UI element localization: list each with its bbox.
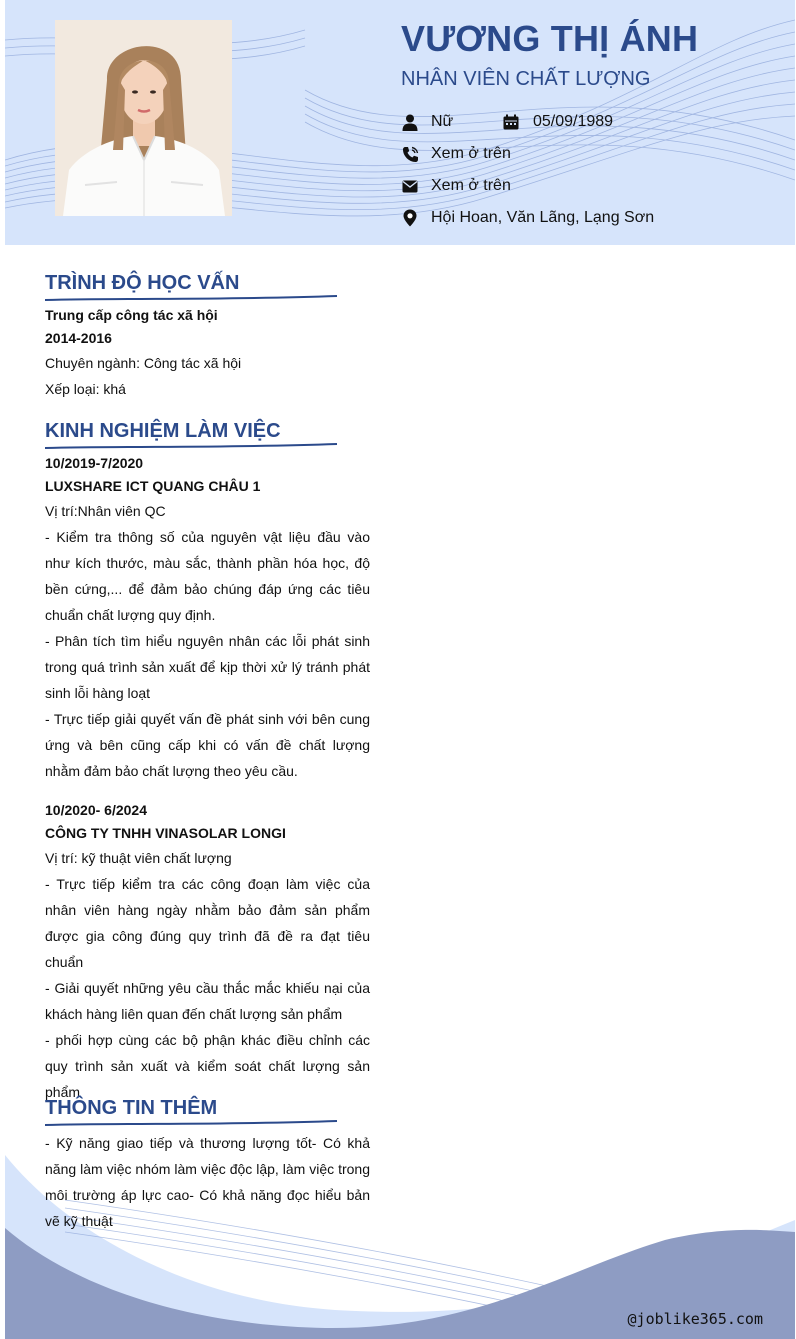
candidate-job-title: NHÂN VIÊN CHẤT LƯỢNG <box>401 68 651 90</box>
experience-heading-underline <box>45 442 340 450</box>
dob-value: 05/09/1989 <box>533 113 614 130</box>
contact-phone <box>401 145 511 163</box>
cv-page <box>5 0 795 1339</box>
address-value: Hội Hoan, Văn Lãng, Lạng Sơn <box>431 209 655 226</box>
additional-heading-underline <box>45 1119 340 1127</box>
additional-heading: THÔNG TIN THÊM <box>45 1097 218 1119</box>
email-value: Xem ở trên <box>431 177 511 194</box>
education-block <box>45 304 370 402</box>
job-position: Vị trí:Nhân viên QC <box>45 503 166 519</box>
envelope-icon <box>401 177 419 195</box>
education-heading: TRÌNH ĐỘ HỌC VẤN <box>45 272 240 294</box>
contact-dob <box>503 113 613 131</box>
contact-gender <box>401 113 453 131</box>
additional-block <box>45 1130 370 1234</box>
phone-value: Xem ở trên <box>431 145 511 162</box>
gender-value: Nữ <box>431 113 454 130</box>
phone-icon <box>401 145 419 163</box>
profile-photo <box>55 20 232 216</box>
cv-header <box>5 0 795 245</box>
job-duty: - Giải quyết những yêu cầu thắc mắc khiếu nại của khách hàng liên quan đến chất lượng sản phẩm <box>45 980 370 1022</box>
job-period: 10/2019-7/2020 <box>45 455 144 471</box>
calendar-icon <box>503 113 521 131</box>
job-duty: - Kiểm tra thông số của nguyên vật liệu đầu vào như kích thước, màu sắc, thành phần hóa học, độ bền cứng,... để đảm bảo chúng đáp ứng các tiêu chuẩn chất lượng quy định. <box>45 529 370 623</box>
education-heading-underline <box>45 294 340 302</box>
job-duty: - Phân tích tìm hiểu nguyên nhân các lỗi phát sinh trong quá trình sản xuất để kịp thời xử lý tránh phát sinh lỗi hàng loạt <box>45 633 370 701</box>
experience-heading: KINH NGHIỆM LÀM VIỆC <box>45 420 281 442</box>
contact-address <box>401 209 654 227</box>
education-grade: Xếp loại: khá <box>45 381 126 397</box>
contact-email <box>401 177 511 195</box>
candidate-name: VƯƠNG THỊ ÁNH <box>401 18 699 59</box>
job-company: LUXSHARE ICT QUANG CHÂU 1 <box>45 478 261 494</box>
experience-job-2 <box>45 799 370 1105</box>
user-icon <box>401 113 419 131</box>
education-school: Trung cấp công tác xã hội <box>45 307 218 323</box>
job-period: 10/2020- 6/2024 <box>45 802 147 818</box>
job-duty: - phối hợp cùng các bộ phận khác điều chỉnh các quy trình sản xuất và kiểm soát chất lượng sản phẩm <box>45 1032 370 1100</box>
education-major: Chuyên ngành: Công tác xã hội <box>45 355 242 371</box>
footer-watermark: @joblike365.com <box>627 1310 763 1328</box>
job-position: Vị trí: kỹ thuật viên chất lượng <box>45 850 232 866</box>
additional-text: - Kỹ năng giao tiếp và thương lượng tốt- Có khả năng làm việc nhóm làm việc độc lập, làm việc trong môi trường áp lực cao- Có khả năng đọc hiểu bản vẽ kỹ thuật <box>45 1135 370 1229</box>
job-duty: - Trực tiếp kiểm tra các công đoạn làm việc của nhân viên hàng ngày nhằm bảo đảm sản phẩm được gia công đúng quy trình đã đề ra đạt tiêu chuẩn <box>45 876 370 970</box>
education-period: 2014-2016 <box>45 330 112 346</box>
job-company: CÔNG TY TNHH VINASOLAR LONGI <box>45 825 286 841</box>
map-marker-icon <box>401 209 419 227</box>
experience-job-1 <box>45 452 370 784</box>
job-duty: - Trực tiếp giải quyết vấn đề phát sinh với bên cung ứng và bên cũng cấp khi có vấn đề chất lượng nhằm đảm bảo chất lượng theo yêu cầu. <box>45 711 370 779</box>
